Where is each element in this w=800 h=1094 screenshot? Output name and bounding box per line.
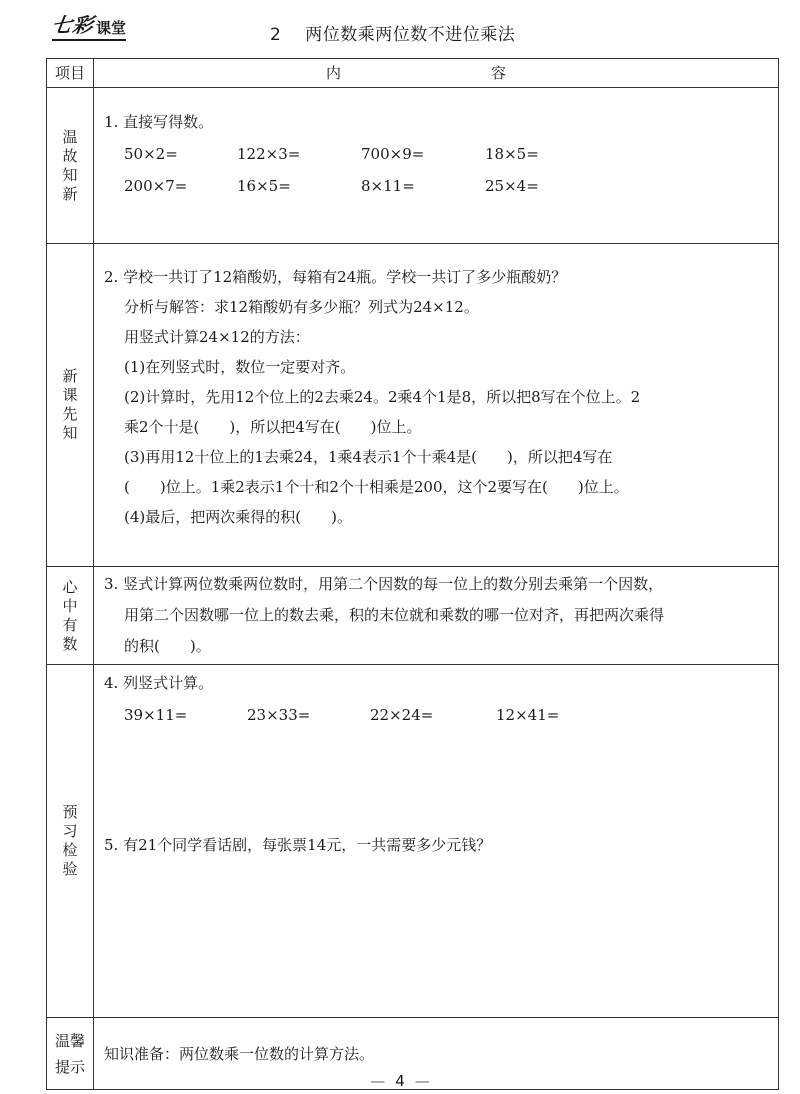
- page-title: [270, 20, 515, 45]
- calc-item: 18×5=: [485, 145, 539, 163]
- review-content: [94, 88, 779, 244]
- question-2: 2. 学校一共订了12箱酸奶，每箱有24瓶。学校一共订了多少瓶酸奶？: [104, 268, 567, 286]
- review-calc-row-2: [104, 170, 768, 202]
- tip-text: 知识准备：两位数乘一位数的计算方法。: [104, 1044, 375, 1063]
- review-label-cell: [47, 88, 94, 244]
- section-label-tip: 温馨提示: [54, 1031, 85, 1076]
- header-project: 项目: [47, 59, 94, 88]
- question-1: 1. 直接写得数。: [104, 113, 214, 131]
- check-label-cell: [47, 665, 94, 1018]
- calc-item: 25×4=: [485, 177, 539, 195]
- logo-brand: 七彩: [50, 13, 96, 37]
- summary-content: [94, 567, 779, 665]
- section-label-check: 预习检验: [62, 803, 78, 878]
- section-label-review: 温故知新: [62, 127, 78, 203]
- calc-item: 200×7=: [124, 177, 188, 195]
- lesson-number: 2: [270, 25, 282, 45]
- question-3-line-3: 的积( )。: [124, 637, 211, 655]
- calc-item: 16×5=: [237, 177, 291, 195]
- calc-item: 39×11=: [124, 706, 188, 724]
- method-text: 用竖式计算24×12的方法：: [124, 328, 310, 346]
- page-footer: — 4 —: [370, 1072, 430, 1090]
- question-5: 5. 有21个同学看话剧，每张票14元，一共需要多少元钱？: [104, 836, 492, 854]
- calc-item: 8×11=: [361, 177, 415, 195]
- check-content: [94, 665, 779, 1018]
- step-2a: (2)计算时，先用12个位上的2去乘24。2乘4个1是8，所以把8写在个位上。2: [124, 388, 641, 406]
- calc-item: 50×2=: [124, 145, 178, 163]
- preview-row: [47, 244, 779, 567]
- page-number: 4: [395, 1072, 405, 1090]
- review-calc-row-1: [104, 138, 768, 170]
- publisher-logo: [52, 10, 126, 41]
- step-4: (4)最后，把两次乘得的积( )。: [124, 508, 352, 526]
- worksheet-table: [46, 58, 779, 1090]
- question-3-line-2: 用第二个因数哪一位上的数去乘，积的末位就和乘数的哪一位对齐，再把两次乘得: [124, 606, 665, 624]
- question-3-line-1: 3. 竖式计算两位数乘两位数时，用第二个因数的每一位上的数分别去乘第一个因数，: [104, 575, 664, 593]
- check-row: [47, 665, 779, 1018]
- step-1: (1)在列竖式时，数位一定要对齐。: [124, 358, 356, 376]
- lesson-title: 两位数乘两位数不进位乘法: [305, 25, 516, 45]
- step-3b: ( )位上。1乘2表示1个十和2个十相乘是200，这个2要写在( )位上。: [124, 478, 629, 496]
- preview-label-cell: [47, 244, 94, 567]
- calc-item: 23×33=: [247, 706, 311, 724]
- question-4: 4. 列竖式计算。: [104, 674, 214, 692]
- calc-item: 12×41=: [496, 706, 560, 724]
- calc-item: 122×3=: [237, 145, 301, 163]
- summary-row: [47, 567, 779, 665]
- step-2b: 乘2个十是( )，所以把4写在( )位上。: [124, 418, 422, 436]
- header-content: [94, 59, 779, 88]
- table-header-row: [47, 59, 779, 88]
- header-content-label: 内 容: [325, 64, 546, 82]
- analysis-text: 分析与解答：求12箱酸奶有多少瓶？列式为24×12。: [124, 298, 479, 316]
- review-row: [47, 88, 779, 244]
- calc-item: 22×24=: [370, 706, 434, 724]
- section-label-preview: 新课先知: [62, 367, 78, 442]
- preview-content: [94, 244, 779, 567]
- section-label-summary: 心中有数: [62, 577, 78, 653]
- check-calc-row: [104, 699, 768, 731]
- summary-label-cell: [47, 567, 94, 665]
- logo-course: 课堂: [96, 19, 127, 37]
- calc-item: 700×9=: [361, 145, 425, 163]
- step-3a: (3)再用12十位上的1去乘24，1乘4表示1个十乘4是( )，所以把4写在: [124, 448, 613, 466]
